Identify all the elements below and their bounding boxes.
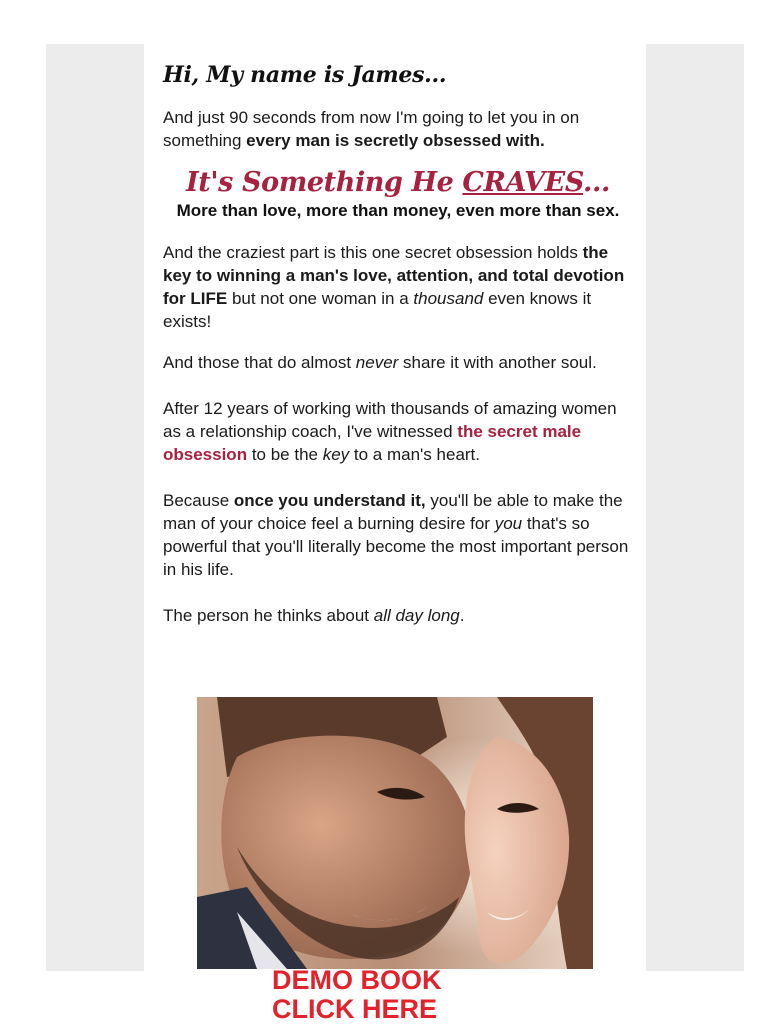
secret-obsession-highlight: the secret male obsession (163, 422, 582, 464)
paragraph-never-share: And those that do almost never share it with another soul. (163, 353, 597, 372)
paragraph-secret-obsession: And the craziest part is this one secret obsession holds the key to winning a man's love, attention, and total devotion for LIFE but not one woman in a thousand even knows it exists! (163, 243, 625, 331)
headline-emphasis: CRAVES (462, 167, 583, 198)
paragraph-all-day: The person he thinks about all day long. (163, 606, 465, 625)
right-gutter (646, 44, 744, 971)
paragraph-coach: After 12 years of working with thousands of amazing women as a relationship coach, I've witnessed the secret male obsession to be the key to a man's heart. (163, 399, 617, 464)
demo-book-cta-link[interactable] (272, 966, 442, 1024)
paragraph-understand: Because once you understand it, you'll be able to make the man of your choice feel a burning desire for you that's so powerful that you'll literally become the most important person in his life. (163, 491, 629, 579)
greeting-heading: Hi, My name is James... (163, 62, 447, 88)
left-gutter (46, 44, 144, 971)
couple-photo (197, 697, 593, 969)
cta-line-1[interactable]: DEMO BOOK (272, 965, 442, 995)
email-content (163, 58, 633, 627)
headline: It's Something He CRAVES... (186, 167, 610, 198)
intro-paragraph: And just 90 seconds from now I'm going to let you in on something every man is secretly obsessed with. (163, 108, 580, 150)
subheadline: More than love, more than money, even more than sex. (176, 201, 620, 220)
cta-line-2[interactable]: CLICK HERE (272, 994, 438, 1024)
